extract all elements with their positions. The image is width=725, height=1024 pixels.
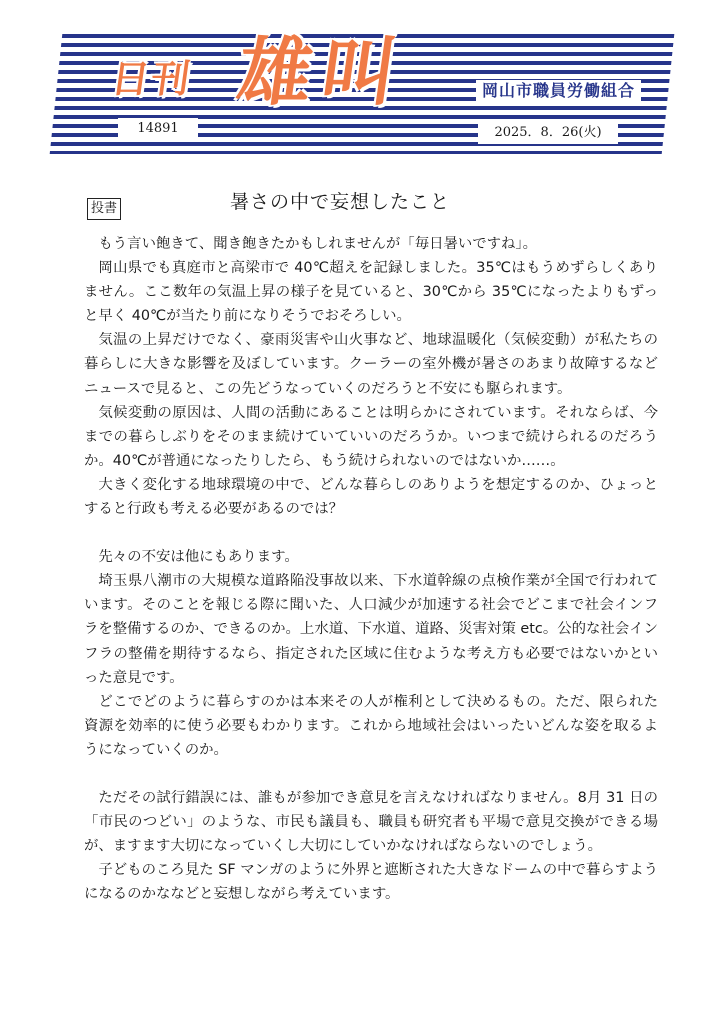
union-name: 岡山市職員労働組合 <box>476 80 641 102</box>
masthead-title: 雄叫 <box>231 30 413 116</box>
article-body <box>84 232 658 906</box>
paragraph-gap <box>84 521 658 545</box>
article-paragraph: 気温の上昇だけでなく、豪雨災害や山火事など、地球温暖化（気候変動）が私たちの暮らしに大きな影響を及ぼしています。クーラーの室外機が暑さのあまり故障するなどニュースで見ると、この先どうなっていくのだろうと不安にも駆られます。 <box>84 332 658 397</box>
article-paragraph: 気候変動の原因は、人間の活動にあることは明らかにされています。それならば、今までの暮らしぶりをそのまま続けていていいのだろうか。いつまで続けられるのだろうか。40℃が普通になったりしたら、もう続けられないのではないか……。 <box>84 404 658 469</box>
article-paragraph: 埼玉県八潮市の大規模な道路陥没事故以来、下水道幹線の点検作業が全国で行われています。そのことを報じる際に聞いた、人口減少が加速する社会でどこまで社会インフラを整備するのか、できるのか。上水道、下水道、道路、災害対策 etc。公的な社会インフラの整備を期待するなら、指定された区域に住むような考え方も必要ではないかといった意見です。 <box>84 573 658 686</box>
article-tag: 投書 <box>87 198 121 220</box>
article-headline: 暑さの中で妄想したこと <box>230 191 451 213</box>
article-paragraph: 岡山県でも真庭市と高梁市で 40℃超えを記録しました。35℃はもうめずらしくありません。ここ数年の気温上昇の様子を見ていると、30℃から 35℃になったよりもずっと早く 40℃が当たり前になりそうでおそろしい。 <box>84 260 658 325</box>
issue-number: 14891 <box>118 118 198 140</box>
article-paragraph: ただその試行錯誤には、誰もが参加でき意見を言えなければなりません。8月 31 日の「市民のつどい」のような、市民も議員も、職員も研究者も平場で意見交換ができる場が、ますます大切になっていくし大切にしていかなければならないのでしょう。 <box>84 789 658 855</box>
article-paragraph: 先々の不安は他にもあります。 <box>98 549 299 566</box>
article-paragraph: 子どものころ見た SF マンガのように外界と遮断された大きなドームの中で暮らすようになるのかななどと妄想しながら考えています。 <box>84 862 658 903</box>
issue-date: 2025．8．26(火) <box>478 122 618 144</box>
article-paragraph: どこでどのように暮らすのかは本来その人が権利として決めるもの。ただ、限られた資源を効率的に使う必要もわかります。これから地域社会はいったいどんな姿を取るようになっていくのか。 <box>84 693 658 758</box>
paragraph-gap <box>84 762 658 786</box>
article-paragraph: もう言い飽きて、聞き飽きたかもしれませんが「毎日暑いですね」。 <box>98 236 538 252</box>
article-paragraph: 大きく変化する地球環境の中で、どんな暮らしのありようを想定するのか、ひょっとすると行政も考える必要があるのでは？ <box>84 476 658 518</box>
masthead-title-small: 日刊 <box>108 57 195 101</box>
